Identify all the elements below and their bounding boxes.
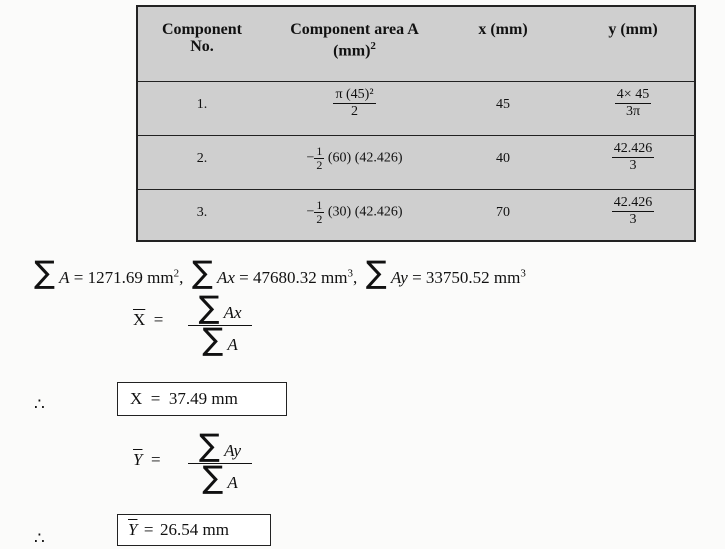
xbar-result: X = 37.49 mm (130, 389, 238, 408)
header-component-area: Component area A (mm)$^2$ (290, 21, 419, 60)
sums-line: ∑ A = 1271.69 $mm^2$, ∑ Ax = 47680.32 $mm^3$, ∑ Ay = 33750.52 $mm^3$ (34, 255, 526, 291)
therefore-symbol: ∴ (34, 395, 45, 414)
y-fraction: $\frac{42.426}{3}$ (613, 141, 653, 173)
table-header-row (138, 7, 694, 82)
table-row: 3. − $\frac{1}{2}$ (30) (42.426) 70 $\frac{42.426}{3}$ (196, 195, 653, 227)
xbar-lhs: $\overline{X}$ = (133, 310, 164, 329)
y-fraction: $\frac{42.426}{3}$ (613, 195, 653, 227)
xbar-result-box (117, 382, 287, 416)
ybar-lhs: $\overline{Y}$ = (133, 450, 161, 469)
header-component-no: Component No. (161, 21, 242, 55)
table-row: 1. $\frac{\text{π (45)²}}{2}$ 45 $\frac{4\times 45}{3\pi}$ (138, 81, 694, 136)
header-y: y (mm) (608, 21, 658, 38)
xbar-fraction: ∑ Ax ∑ A (188, 294, 252, 355)
ybar-fraction: ∑ Ay ∑ A (188, 432, 252, 493)
header-x: x (mm) (478, 21, 528, 38)
area-fraction: $\frac{\text{π (45)²}}{2}$ (335, 87, 374, 119)
ybar-result-box: $\overline{Y} = 26.54$ mm (117, 514, 271, 546)
y-fraction: $\frac{4\times 45}{3\pi}$ (616, 87, 650, 119)
therefore-symbol: ∴ (34, 529, 45, 548)
centroid-table (136, 5, 696, 242)
table-row: 2. − $\frac{1}{2}$ (60) (42.426) 40 $\frac{42.426}{3}$ (138, 135, 694, 190)
